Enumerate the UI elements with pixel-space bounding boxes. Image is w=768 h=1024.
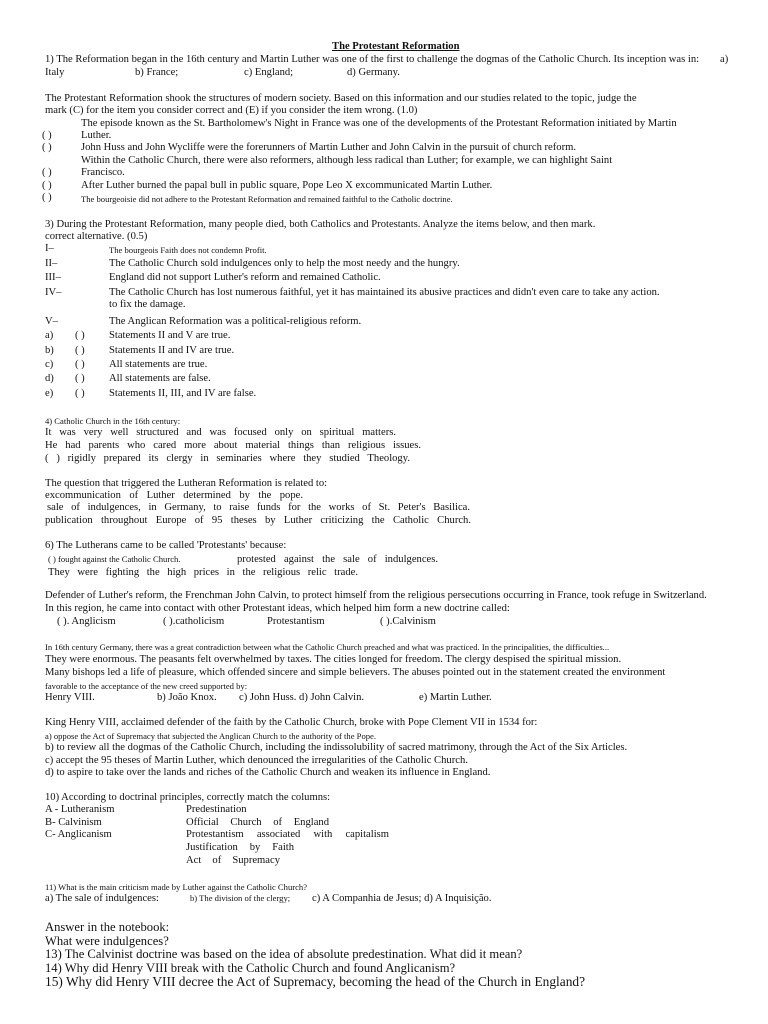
q3-statement-4: The Catholic Church has lost numerous faithful, yet it has maintained its abusive practices and didn't even care to take any action. <box>109 287 660 298</box>
q2-item-3: Within the Catholic Church, there were also reformers, although less radical than Luther; for example, we can highlight Saint <box>81 155 613 166</box>
q8-option-e: e) Martin Luther. <box>419 692 492 703</box>
q10-right-item: Act of Supremacy <box>186 855 280 866</box>
q2-item-4: After Luther burned the papal bull in public square, Pope Leo X excommunicated Martin Luther. <box>81 180 493 191</box>
q6-option-2: protested against the sale of indulgences. <box>237 554 438 565</box>
q11-option-a: a) The sale of indulgences: <box>45 893 159 904</box>
q1-text: 1) The Reformation began in the 16th century and Martin Luther was one of the first to challenge the dogmas of the Catholic Church. Its inception was in: <box>45 54 700 65</box>
q6-heading: 6) The Lutherans came to be called 'Protestants' because: <box>45 540 287 551</box>
q3-option-b: Statements II and IV are true. <box>109 345 235 356</box>
q4-option-3: ( ) rigidly prepared its clergy in seminaries where they studied Theology. <box>45 453 410 464</box>
q10-heading: 10) According to doctrinal principles, correctly match the columns: <box>45 792 331 803</box>
q2-intro-cont: mark (C) for the item you consider correct and (E) if you consider the item wrong. (1.0) <box>45 105 418 116</box>
q9-option-b: b) to review all the dogmas of the Catholic Church, including the indissolubility of sacred matrimony, through the Act of the Six Articles. <box>45 742 628 753</box>
q2-item-3-cont: Francisco. <box>81 167 125 178</box>
q3-text-cont: correct alternative. (0.5) <box>45 231 148 242</box>
q8-text-4: favorable to the acceptance of the new creed supported by: <box>45 681 248 691</box>
q7-option-2: ( ).catholicism <box>163 616 225 627</box>
q9-option-c: c) accept the 95 theses of Martin Luther, which denounced the irregularities of the Catholic Church. <box>45 755 468 766</box>
q3-roman-3: III– <box>45 272 61 283</box>
notebook-question-15: 15) Why did Henry VIII decree the Act of Supremacy, becoming the head of the Church in England? <box>45 974 586 989</box>
q6-option-3: They were fighting the high prices in the religious relic trade. <box>48 567 358 578</box>
q2-item-2-box[interactable]: ( ) <box>42 142 52 153</box>
q2-item-5-box[interactable]: ( ) <box>42 192 52 203</box>
q4-option-1: It was very well structured and was focused only on spiritual matters. <box>45 427 396 438</box>
q11-option-b: b) The division of the clergy; <box>190 893 291 903</box>
q3-statement-5: The Anglican Reformation was a political-religious reform. <box>109 316 362 327</box>
q7-option-3: Protestantism <box>267 616 325 627</box>
q3-option-a: Statements II and V are true. <box>109 330 231 341</box>
q5-option-1: excommunication of Luther determined by the pope. <box>45 490 303 501</box>
q2-item-5: The bourgeoisie did not adhere to the Protestant Reformation and remained faithful to the Catholic doctrine. <box>81 194 453 204</box>
q7-option-1: ( ). Anglicism <box>57 616 116 627</box>
q9-heading: King Henry VIII, acclaimed defender of the faith by the Catholic Church, broke with Pope Clement VII in 1534 for: <box>45 717 538 728</box>
q8-text-3: Many bishops led a life of pleasure, which offended sincere and simple believers. The abuses pointed out in the statement created the environment <box>45 667 666 678</box>
q2-intro: The Protestant Reformation shook the structures of modern society. Based on this information and our studies related to the topic, judge the <box>45 93 637 104</box>
q10-right-item: Official Church of England <box>186 817 329 828</box>
q2-item-1-box[interactable]: ( ) <box>42 130 52 141</box>
q1-option-a: Italy <box>45 67 65 78</box>
q8-text-2: They were enormous. The peasants felt overwhelmed by taxes. The cities longed for freedom. The clergy despised the spiritual mission. <box>45 654 622 665</box>
q3-option-b-box[interactable]: ( ) <box>75 345 85 356</box>
q5-heading: The question that triggered the Lutheran Reformation is related to: <box>45 478 328 489</box>
q3-option-a-box[interactable]: ( ) <box>75 330 85 341</box>
q10-right-item: Justification by Faith <box>186 842 294 853</box>
q10-left-item: B- Calvinism <box>45 817 102 828</box>
q2-item-4-box[interactable]: ( ) <box>42 180 52 191</box>
q8-text: In 16th century Germany, there was a great contradiction between what the Catholic Church preached and what was practiced. In the principalities, the difficulties... <box>45 642 610 652</box>
q5-option-3: publication throughout Europe of 95 theses by Luther criticizing the Catholic Church. <box>45 515 471 526</box>
q10-left-item: A - Lutheranism <box>45 804 115 815</box>
q1-option-a-letter: a) <box>720 54 729 65</box>
q2-item-2: John Huss and John Wycliffe were the forerunners of Martin Luther and John Calvin in the pursuit of church reform. <box>81 142 576 153</box>
q3-option-d-box[interactable]: ( ) <box>75 373 85 384</box>
q3-option-c: All statements are true. <box>109 359 208 370</box>
notebook-question-12: What were indulgences? <box>45 934 169 948</box>
q6-option-1: ( ) fought against the Catholic Church. <box>48 554 181 564</box>
q10-right-item: Predestination <box>186 804 247 815</box>
q3-option-e-box[interactable]: ( ) <box>75 388 85 399</box>
q7-text-cont: In this region, he came into contact with other Protestant ideas, which helped him form a new doctrine called: <box>45 603 510 614</box>
q1-option-d: d) Germany. <box>347 67 400 78</box>
q3-option-e-letter: e) <box>45 388 54 399</box>
q3-text: 3) During the Protestant Reformation, many people died, both Catholics and Protestants. Analyze the items below, and then mark. <box>45 219 596 230</box>
q3-statement-2: The Catholic Church sold indulgences only to help the most needy and the hungry. <box>109 258 460 269</box>
q3-option-b-letter: b) <box>45 345 54 356</box>
notebook-question-14: 14) Why did Henry VIII break with the Catholic Church and found Anglicanism? <box>45 961 456 975</box>
q3-roman-2: II– <box>45 258 58 269</box>
q10-left-item: C- Anglicanism <box>45 829 112 840</box>
q11-option-cd: c) A Companhia de Jesus; d) A Inquisição. <box>312 893 492 904</box>
q10-right-item: Protestantism associated with capitalism <box>186 829 389 840</box>
q3-roman-5: V– <box>45 316 58 327</box>
q3-option-a-letter: a) <box>45 330 54 341</box>
q3-statement-4-cont: to fix the damage. <box>109 299 186 310</box>
q3-option-d: All statements are false. <box>109 373 211 384</box>
q1-option-c: c) England; <box>244 67 294 78</box>
q4-option-2: He had parents who cared more about material things than religious issues. <box>45 440 421 451</box>
page-title: The Protestant Reformation <box>332 41 460 52</box>
q2-item-3-box[interactable]: ( ) <box>42 167 52 178</box>
q3-roman-4: IV– <box>45 287 62 298</box>
q9-option-d: d) to aspire to take over the lands and riches of the Catholic Church and weaken its influence in England. <box>45 767 491 778</box>
q3-option-c-box[interactable]: ( ) <box>75 359 85 370</box>
q9-option-a: a) oppose the Act of Supremacy that subjected the Anglican Church to the authority of the Pope. <box>45 731 377 741</box>
q8-option-cd: c) John Huss. d) John Calvin. <box>239 692 365 703</box>
q3-option-e: Statements II, III, and IV are false. <box>109 388 257 399</box>
q3-option-c-letter: c) <box>45 359 54 370</box>
q4-heading: 4) Catholic Church in the 16th century: <box>45 416 181 426</box>
q3-option-d-letter: d) <box>45 373 54 384</box>
q2-item-1: The episode known as the St. Bartholomew's Night in France was one of the developments of the Protestant Reformation initiated by Martin <box>81 118 677 129</box>
q1-option-b: b) France; <box>135 67 179 78</box>
q3-roman-1: I– <box>45 243 54 254</box>
notebook-instruction: Answer in the notebook: <box>45 920 170 934</box>
notebook-question-13: 13) The Calvinist doctrine was based on the idea of absolute predestination. What did it mean? <box>45 947 523 961</box>
q8-option-a: Henry VIII. <box>45 692 95 703</box>
q11-heading: 11) What is the main criticism made by Luther against the Catholic Church? <box>45 882 308 892</box>
q3-statement-1: The bourgeois Faith does not condemn Profit. <box>109 245 267 255</box>
q7-text: Defender of Luther's reform, the Frenchman John Calvin, to protect himself from the religious persecutions occurring in France, took refuge in Switzerland. <box>45 590 707 601</box>
q7-option-4: ( ).Calvinism <box>380 616 436 627</box>
q8-option-b: b) João Knox. <box>157 692 217 703</box>
q5-option-2: sale of indulgences, in Germany, to raise funds for the works of St. Peter's Basilica. <box>47 502 470 513</box>
q3-statement-3: England did not support Luther's reform and remained Catholic. <box>109 272 381 283</box>
q2-item-1-cont: Luther. <box>81 130 112 141</box>
